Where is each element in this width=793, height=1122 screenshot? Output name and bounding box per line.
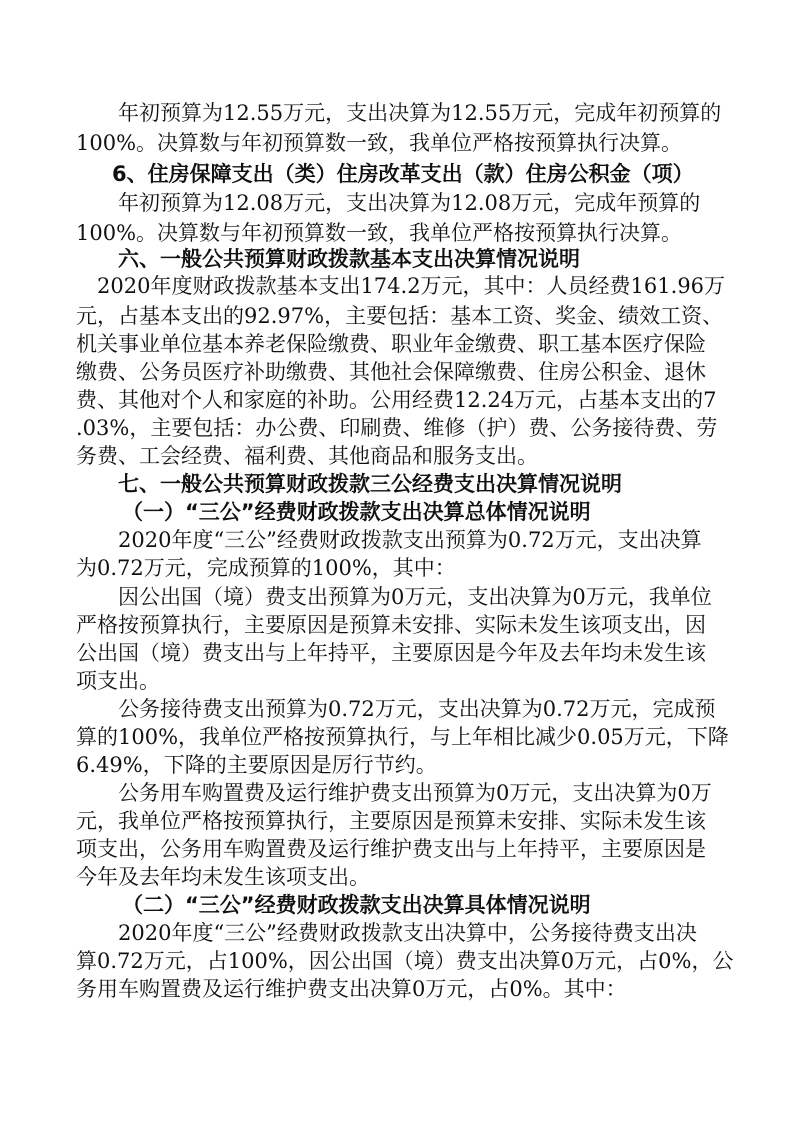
body-line: 务费、工会经费、福利费、其他商品和服务支出。 <box>76 444 538 468</box>
body-line: 2020年度财政拨款基本支出174.2万元，其中：人员经费161.96万 <box>97 274 726 298</box>
body-line: 因公出国（境）费支出预算为0万元，支出决算为0万元，我单位 <box>118 585 712 609</box>
body-line: 100%。决算数与年初预算数一致，我单位严格按预算执行决算。 <box>76 221 683 245</box>
body-line: 年初预算为12.55万元，支出决算为12.55万元，完成年初预算的 <box>118 101 722 125</box>
body-line: 项支出。 <box>76 669 160 693</box>
body-line: 机关事业单位基本养老保险缴费、职业年金缴费、职工基本医疗保险 <box>76 332 706 356</box>
body-line: 缴费、公务员医疗补助缴费、其他社会保障缴费、住房公积金、退休 <box>76 360 706 384</box>
body-line: 费、其他对个人和家庭的补助。公用经费12.24万元，占基本支出的7 <box>76 388 717 412</box>
body-line: 元，占基本支出的92.97%，主要包括：基本工资、奖金、绩效工资、 <box>76 304 724 328</box>
body-line: 2020年度“三公”经费财政拨款支出预算为0.72万元，支出决算 <box>118 528 702 552</box>
section-heading: 七、一般公共预算财政拨款三公经费支出决算情况说明 <box>118 472 622 496</box>
body-line: 公务用车购置费及运行维护费支出预算为0万元，支出决算为0万 <box>118 781 712 805</box>
body-line: 6.49%，下降的主要原因是厉行节约。 <box>76 753 437 777</box>
subsection-heading: （二）“三公”经费财政拨款支出决算具体情况说明 <box>122 893 591 917</box>
body-line: 今年及去年均未发生该项支出。 <box>76 865 370 889</box>
body-line: 公出国（境）费支出与上年持平，主要原因是今年及去年均未发生该 <box>76 641 706 665</box>
section-heading: 6、住房保障支出（类）住房改革支出（款）住房公积金（项） <box>112 162 694 186</box>
section-heading: 六、一般公共预算财政拨款基本支出决算情况说明 <box>118 247 580 271</box>
body-line: 项支出，公务用车购置费及运行维护费支出与上年持平，主要原因是 <box>76 837 706 861</box>
body-line: 务用车购置费及运行维护费支出决算0万元，占0%。其中： <box>76 977 627 1001</box>
body-line: 算的100%，我单位严格按预算执行，与上年相比减少0.05万元，下降 <box>76 725 729 749</box>
body-line: .03%，主要包括：办公费、印刷费、维修（护）费、公务接待费、劳 <box>76 416 718 440</box>
body-line: 公务接待费支出预算为0.72万元，支出决算为0.72万元，完成预 <box>118 697 716 721</box>
body-line: 100%。决算数与年初预算数一致，我单位严格按预算执行决算。 <box>76 131 683 155</box>
body-line: 元，我单位严格按预算执行，主要原因是预算未安排、实际未发生该 <box>76 809 706 833</box>
body-line: 严格按预算执行，主要原因是预算未安排、实际未发生该项支出，因 <box>76 613 706 637</box>
body-line: 为0.72万元，完成预算的100%，其中： <box>76 556 456 580</box>
subsection-heading: （一）“三公”经费财政拨款支出决算总体情况说明 <box>122 500 591 524</box>
body-line: 2020年度“三公”经费财政拨款支出决算中，公务接待费支出决 <box>118 921 697 945</box>
body-line: 年初预算为12.08万元，支出决算为12.08万元，完成年预算的 <box>118 191 701 215</box>
body-line: 算0.72万元，占100%，因公出国（境）费支出决算0万元，占0%，公 <box>76 949 734 973</box>
